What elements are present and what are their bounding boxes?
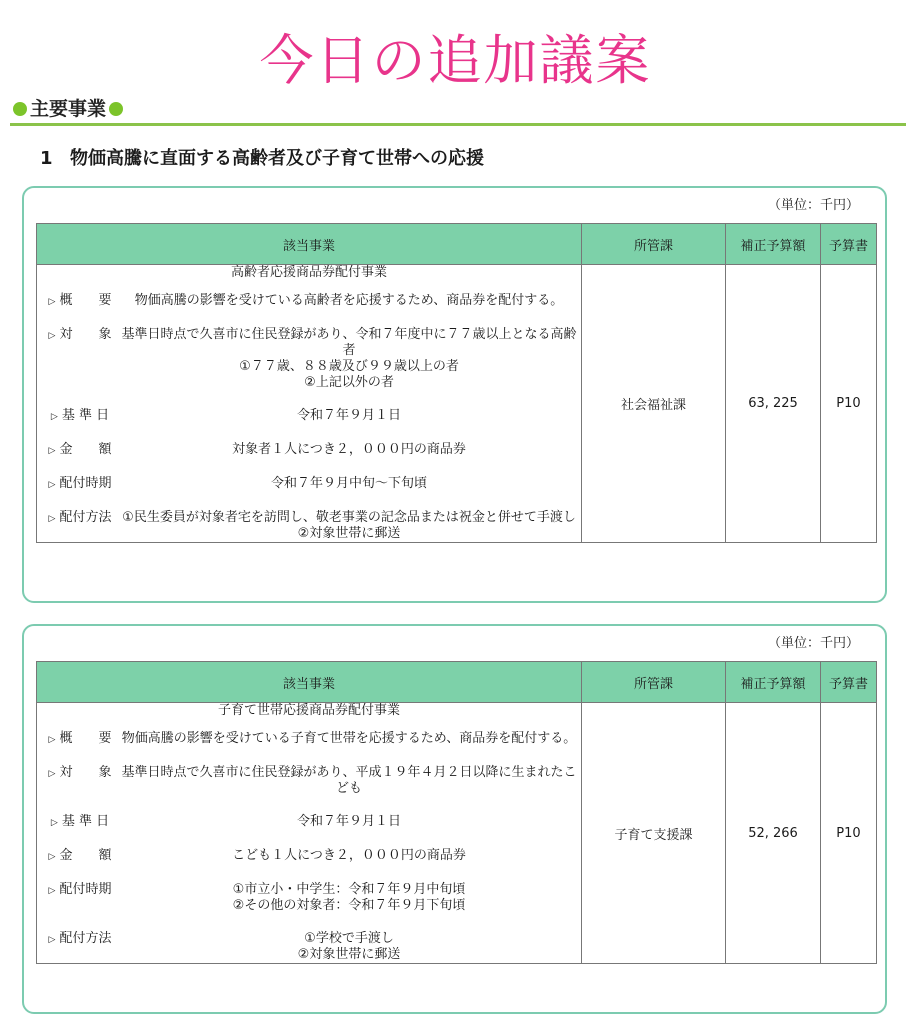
budget-panel-elderly [22,186,887,603]
detail-label-text: 配付時期 [59,882,112,897]
detail-label-text: 配付時期 [59,476,112,491]
detail-line: 物価高騰の影響を受けている子育て世帯を応援するため、商品券を配付する。 [121,731,577,746]
detail-value [117,293,581,310]
detail-label [37,408,117,425]
detail-label [37,731,117,748]
detail-label-text: 概 要 [59,293,112,308]
detail-line: 令和７年９月１日 [296,814,401,829]
green-dot-icon [13,102,27,116]
section-header [10,96,126,122]
department-cell: 子育て支援課 [582,703,726,964]
detail-row [37,476,581,493]
detail-label-text: 対 象 [59,327,112,342]
budget-panel-childcare [22,624,887,1014]
detail-label-text: 金 額 [59,848,112,863]
header-department: 所管課 [582,662,726,703]
detail-line: ②対象世帯に郵送 [297,526,401,541]
green-dot-icon [109,102,123,116]
triangle-bullet-icon: ▷ [48,297,56,307]
detail-value [117,848,581,865]
detail-line: 令和７年９月１日 [296,408,401,423]
detail-line: 基準日時点で久喜市に住民登録があり、令和７年度中に７７歳以上となる高齢者 [121,327,577,358]
triangle-bullet-icon: ▷ [50,412,58,422]
detail-label [37,931,117,963]
detail-row [37,408,581,425]
detail-line: 対象者１人につき２，０００円の商品券 [232,442,466,457]
detail-line: ②上記以外の者 [304,375,394,390]
table-row [37,265,877,543]
detail-row [37,931,581,963]
program-cell [37,703,582,964]
detail-label-text: 概 要 [59,731,112,746]
triangle-bullet-icon: ▷ [48,852,56,862]
header-amount: 補正予算額 [726,662,821,703]
triangle-bullet-icon: ▷ [48,480,56,490]
page-title: 今日の追加議案 [259,29,652,92]
detail-row [37,848,581,865]
department-cell: 社会福祉課 [582,265,726,543]
detail-value [117,510,581,542]
detail-label [37,848,117,865]
detail-row [37,882,581,914]
detail-line: ②対象世帯に郵送 [297,947,401,962]
detail-label [37,327,117,391]
detail-line: こども１人につき２，０００円の商品券 [232,848,466,863]
detail-row [37,510,581,542]
detail-row [37,293,581,310]
program-title: 子育て世帯応援商品券配付事業 [217,703,400,718]
detail-line: 令和７年９月中旬～下旬頃 [270,476,427,491]
header-budget-book: 予算書 [821,662,877,703]
section-title: 主要事業 [30,98,107,120]
detail-row [37,765,581,797]
detail-line: 物価高騰の影響を受けている高齢者を応援するため、商品券を配付する。 [134,293,564,308]
detail-value [117,765,581,797]
detail-row [37,442,581,459]
detail-line: ①学校で手渡し [304,931,394,946]
detail-value [117,931,581,963]
triangle-bullet-icon: ▷ [48,446,56,456]
unit-note: （単位：千円） [767,636,859,651]
detail-label [37,293,117,310]
triangle-bullet-icon: ▷ [48,886,56,896]
detail-label-text: 対 象 [59,765,112,780]
detail-value [117,408,581,425]
detail-value [117,731,581,748]
program-cell [37,265,582,543]
triangle-bullet-icon: ▷ [50,818,58,828]
detail-value [117,442,581,459]
detail-value [117,327,581,391]
budget-book-cell: P10 [821,703,877,964]
detail-row [37,814,581,831]
detail-line: ②その他の対象者：令和７年９月下旬頃 [232,898,466,913]
detail-row [37,731,581,748]
detail-value [117,476,581,493]
detail-label [37,814,117,831]
header-department: 所管課 [582,224,726,265]
detail-label [37,882,117,914]
detail-line: ①７７歳、８８歳及び９９歳以上の者 [239,359,459,374]
triangle-bullet-icon: ▷ [48,935,56,945]
item-number: 1 [40,148,53,169]
section-divider [10,123,906,126]
triangle-bullet-icon: ▷ [48,735,56,745]
detail-label [37,510,117,542]
detail-value [117,814,581,831]
unit-note: （単位：千円） [767,198,859,213]
detail-label [37,442,117,459]
detail-line: ①市立小・中学生：令和７年９月中旬頃 [232,882,466,897]
detail-label [37,765,117,797]
item-heading [40,146,484,172]
detail-value [117,882,581,914]
detail-label-text: 基 準 日 [61,814,110,829]
header-amount: 補正予算額 [726,224,821,265]
detail-label-text: 金 額 [59,442,112,457]
detail-label-text: 配付方法 [59,931,112,946]
budget-table [36,661,877,964]
detail-label-text: 基 準 日 [61,408,110,423]
header-program: 該当事業 [37,662,582,703]
program-title: 高齢者応援商品券配付事業 [230,265,387,280]
detail-line: ①民生委員が対象者宅を訪問し、敬老事業の記念品または祝金と併せて手渡し [122,510,576,525]
detail-label [37,476,117,493]
triangle-bullet-icon: ▷ [48,514,56,524]
triangle-bullet-icon: ▷ [48,331,56,341]
table-header-row [37,662,877,703]
item-title: 物価高騰に直面する高齢者及び子育て世帯への応援 [70,148,484,169]
detail-label-text: 配付方法 [59,510,112,525]
budget-table [36,223,877,543]
header-program: 該当事業 [37,224,582,265]
amount-cell: 63, 225 [726,265,821,543]
header-budget-book: 予算書 [821,224,877,265]
detail-line: 基準日時点で久喜市に住民登録があり、平成１９年４月２日以降に生まれたこども [121,765,577,796]
amount-cell: 52, 266 [726,703,821,964]
table-row [37,703,877,964]
budget-book-cell: P10 [821,265,877,543]
detail-row [37,327,581,391]
triangle-bullet-icon: ▷ [48,769,56,779]
table-header-row [37,224,877,265]
